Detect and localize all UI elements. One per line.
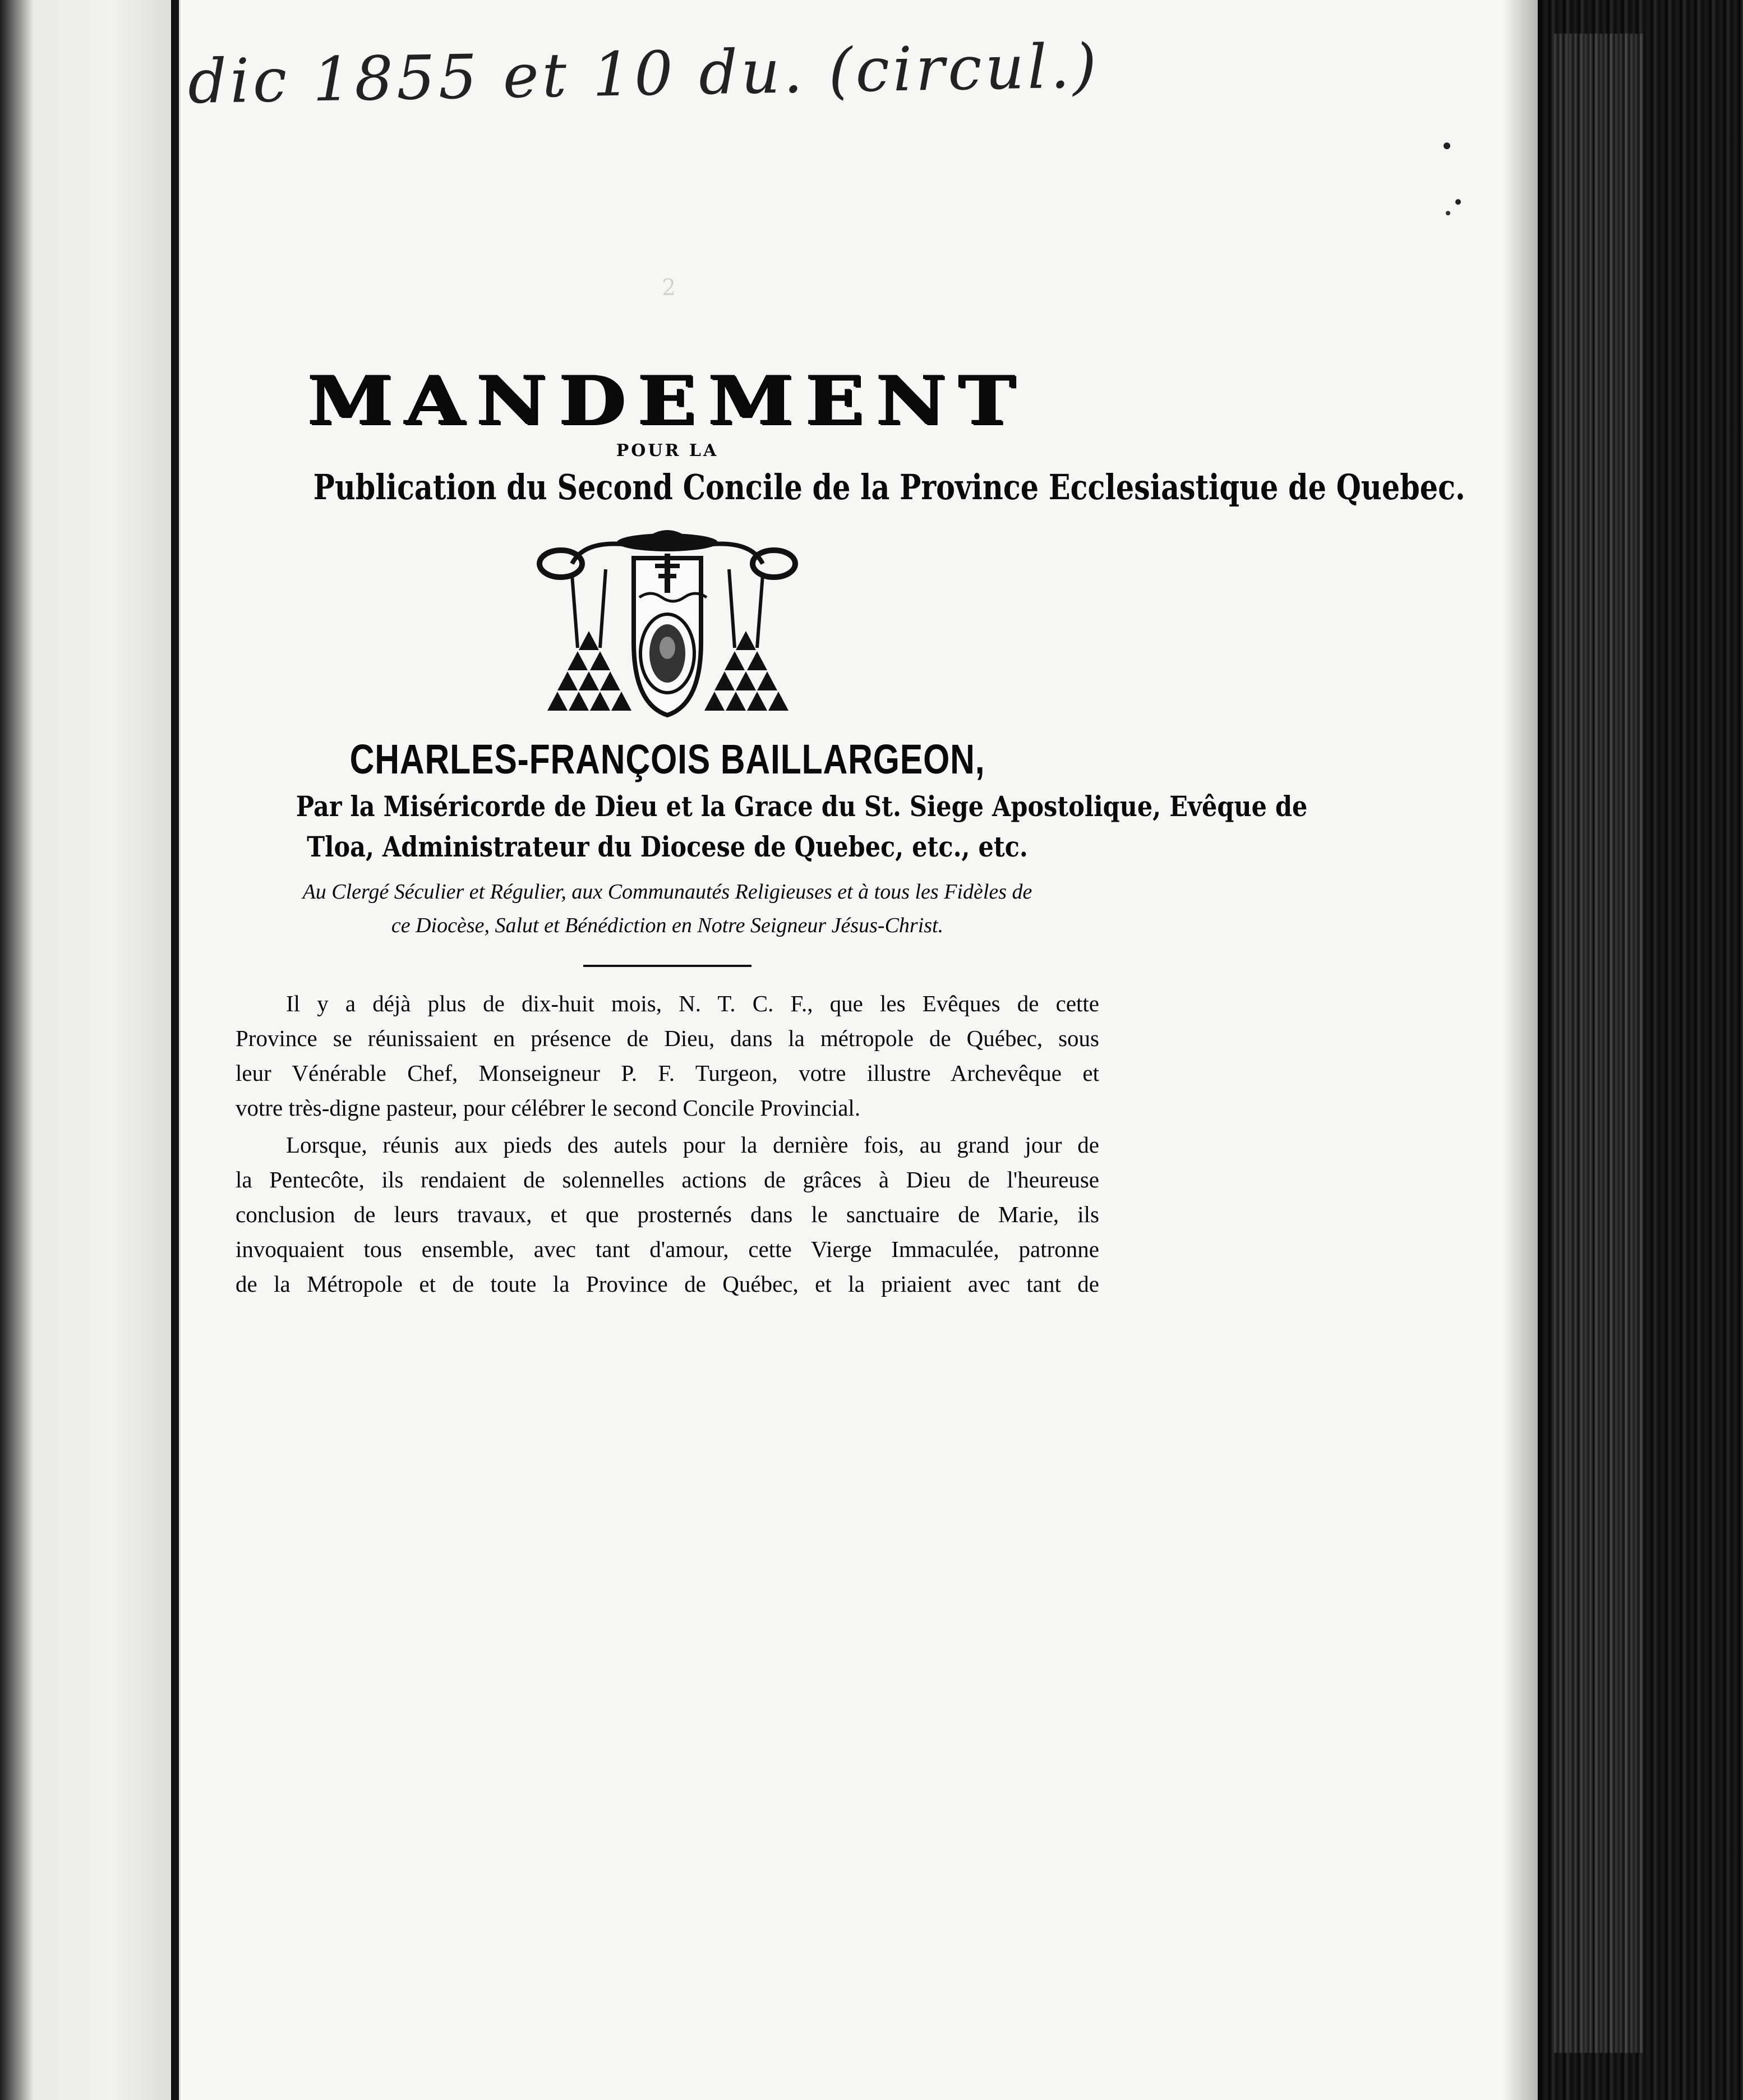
author-name: CHARLES-FRANÇOIS BAILLARGEON, — [349, 736, 985, 782]
paragraph — [236, 1127, 1099, 1301]
salutation — [236, 875, 1099, 942]
section-divider — [583, 965, 751, 967]
paragraph-line: conclusion de leurs travaux, et que prosternés dans le sanctuaire de Marie, ils — [236, 1201, 1099, 1227]
paragraph-line: de la Métropole et de toute la Province de Québec, et la priaient avec tant de — [236, 1271, 1099, 1297]
paragraph-line: votre très-digne pasteur, pour célébrer le second Concile Provincial. — [236, 1095, 861, 1121]
salutation-line: ce Diocèse, Salut et Bénédiction en Notre Seigneur Jésus-Christ. — [391, 914, 944, 937]
episcopal-coat-of-arms-icon — [522, 519, 813, 721]
author-titles-line: Tloa, Administrateur du Diocese de Quebec, etc., etc. — [307, 830, 1028, 863]
paragraph-line: Lorsque, réunis aux pieds des autels pour la dernière fois, au grand jour de — [286, 1132, 1099, 1158]
salutation-line: Au Clergé Séculier et Régulier, aux Communautés Religieuses et à tous les Fidèles de — [302, 880, 1032, 904]
document-title: MANDEMENT — [307, 361, 1027, 440]
paragraph-line: la Pentecôte, ils rendaient de solennelles actions de grâces à Dieu de l'heureuse — [236, 1167, 1099, 1192]
paragraph-line: Il y a déjà plus de dix-huit mois, N. T. C. F., que les Evêques de cette — [286, 991, 1099, 1016]
paragraph-line: Province se réunissaient en présence de Dieu, dans la métropole de Québec, sous — [236, 1025, 1099, 1051]
handwritten-note: dic 1855 et 10 du. (circul.) — [187, 31, 1101, 118]
document-subtitle: Publication du Second Concile de la Province Ecclesiastique de Quebec. — [313, 467, 1465, 508]
author-titles — [296, 786, 1308, 867]
page-gutter — [171, 0, 179, 2100]
previous-page-edge — [0, 0, 185, 2100]
binding-texture — [1553, 34, 1643, 2053]
author-titles-line: Par la Miséricorde de Dieu et la Grace du St. Siege Apostolique, Evêque de — [296, 790, 1308, 823]
bleed-through-page-number: 2 — [662, 275, 676, 301]
paragraph-line: invoquaient tous ensemble, avec tant d'amour, cette Vierge Immaculée, patronne — [236, 1236, 1099, 1262]
paragraph-line: leur Vénérable Chef, Monseigneur P. F. Turgeon, votre illustre Archevêque et — [236, 1060, 1099, 1086]
title-connector: POUR LA — [616, 441, 719, 460]
paper-specks — [1413, 135, 1481, 280]
paragraph — [236, 986, 1099, 1125]
page-shadow — [1503, 0, 1548, 2100]
document-content — [236, 361, 1465, 1301]
body-text — [236, 986, 1099, 1301]
